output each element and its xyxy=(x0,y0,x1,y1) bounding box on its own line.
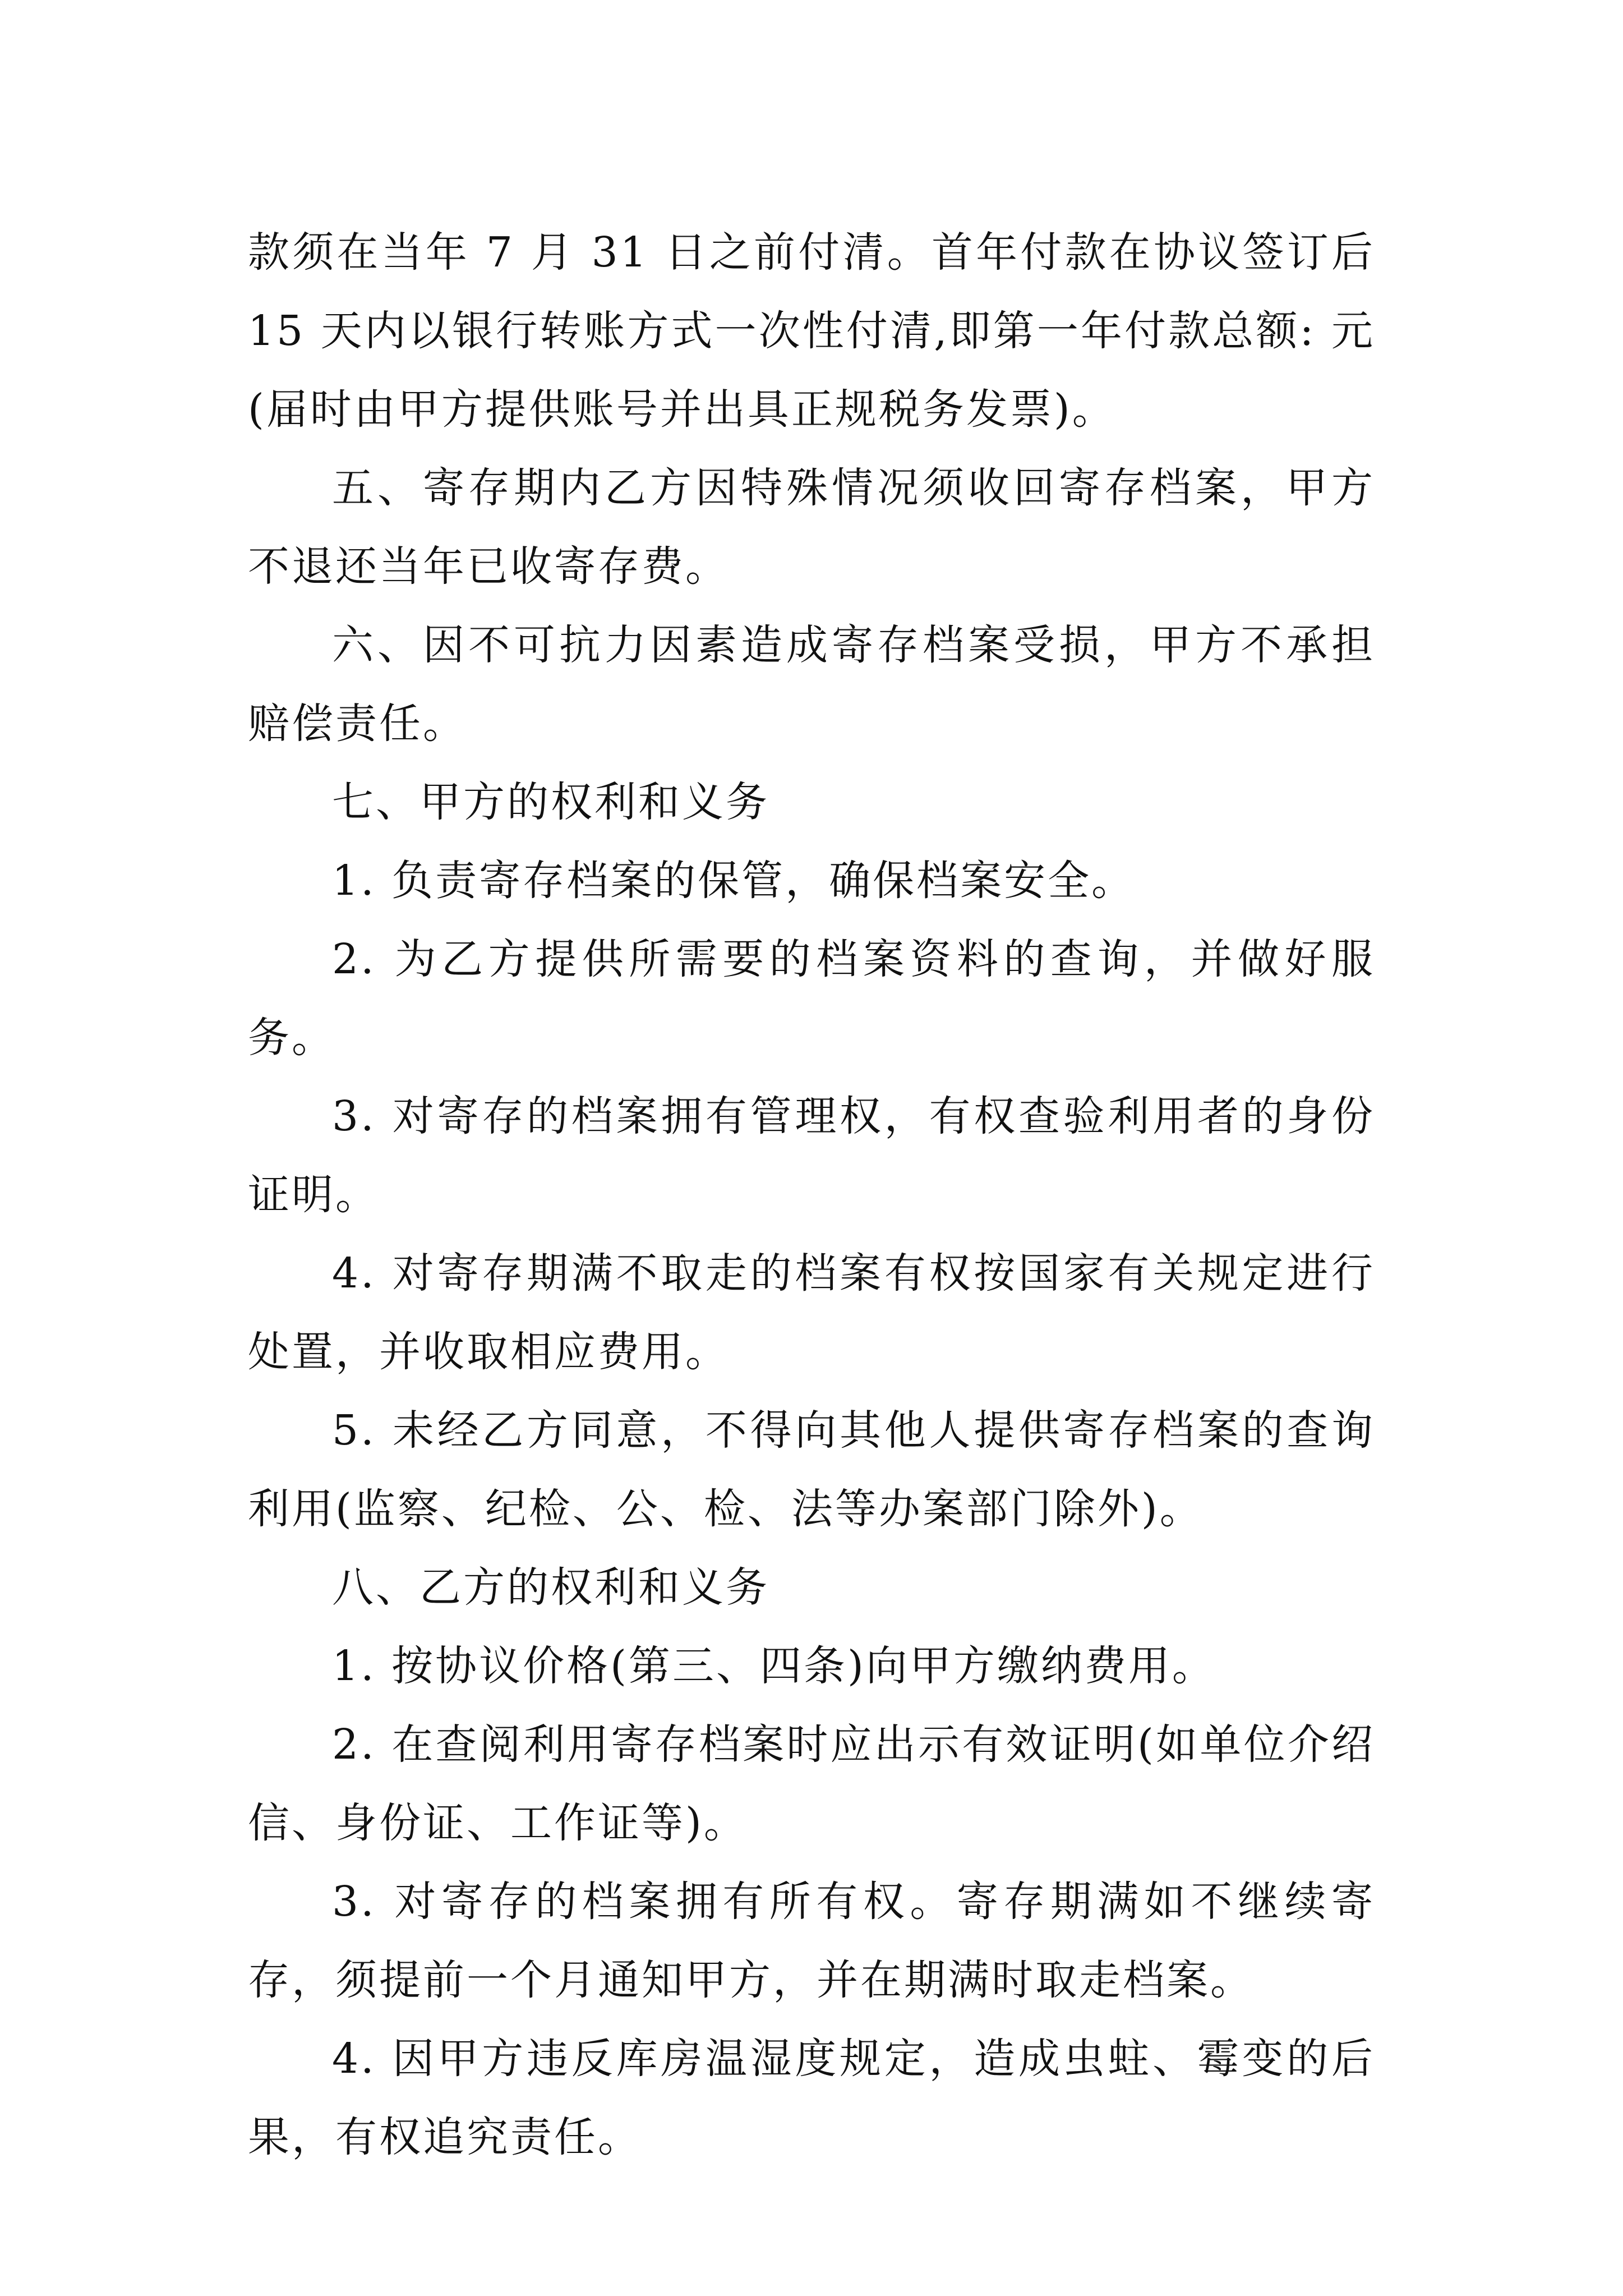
paragraph-clause-5: 五、寄存期内乙方因特殊情况须收回寄存档案，甲方不退还当年已收寄存费。 xyxy=(248,464,1375,591)
list-item-party-b-3: 3. 对寄存的档案拥有所有权。寄存期满如不继续寄存，须提前一个月通知甲方，并在期满时取走档案。 xyxy=(248,1878,1375,2004)
list-item-party-b-4: 4. 因甲方违反库房温湿度规定，造成虫蛀、霉变的后果，有权追究责任。 xyxy=(248,2035,1375,2161)
list-item-party-b-1: 1. 按协议价格(第三、四条)向甲方缴纳费用。 xyxy=(332,1642,1216,1690)
heading-party-b-rights: 八、乙方的权利和义务 xyxy=(332,1563,769,1612)
list-item-party-a-5: 5. 未经乙方同意，不得向其他人提供寄存档案的查询利用(监察、纪检、公、检、法等办案部门除外)。 xyxy=(248,1406,1375,1533)
list-item-party-b-2: 2. 在查阅利用寄存档案时应出示有效证明(如单位介绍信、身份证、工作证等)。 xyxy=(248,1720,1375,1847)
list-item-party-a-4: 4. 对寄存期满不取走的档案有权按国家有关规定进行处置，并收取相应费用。 xyxy=(248,1249,1375,1376)
list-item-party-a-3: 3. 对寄存的档案拥有管理权，有权查验利用者的身份证明。 xyxy=(248,1092,1375,1219)
paragraph-clause-6: 六、因不可抗力因素造成寄存档案受损，甲方不承担赔偿责任。 xyxy=(248,621,1375,748)
paragraph-payment-terms: 款须在当年 7 月 31 日之前付清。首年付款在协议签订后 15 天内以银行转账方式一次性付清,即第一年付款总额: 元(届时由甲方提供账号并出具正规税务发票)。 xyxy=(248,228,1375,434)
heading-party-a-rights: 七、甲方的权利和义务 xyxy=(332,778,769,826)
list-item-party-a-1: 1. 负责寄存档案的保管，确保档案安全。 xyxy=(332,857,1136,905)
list-item-party-a-2: 2. 为乙方提供所需要的档案资料的查询，并做好服务。 xyxy=(248,935,1375,1062)
document-body xyxy=(248,213,1375,2177)
